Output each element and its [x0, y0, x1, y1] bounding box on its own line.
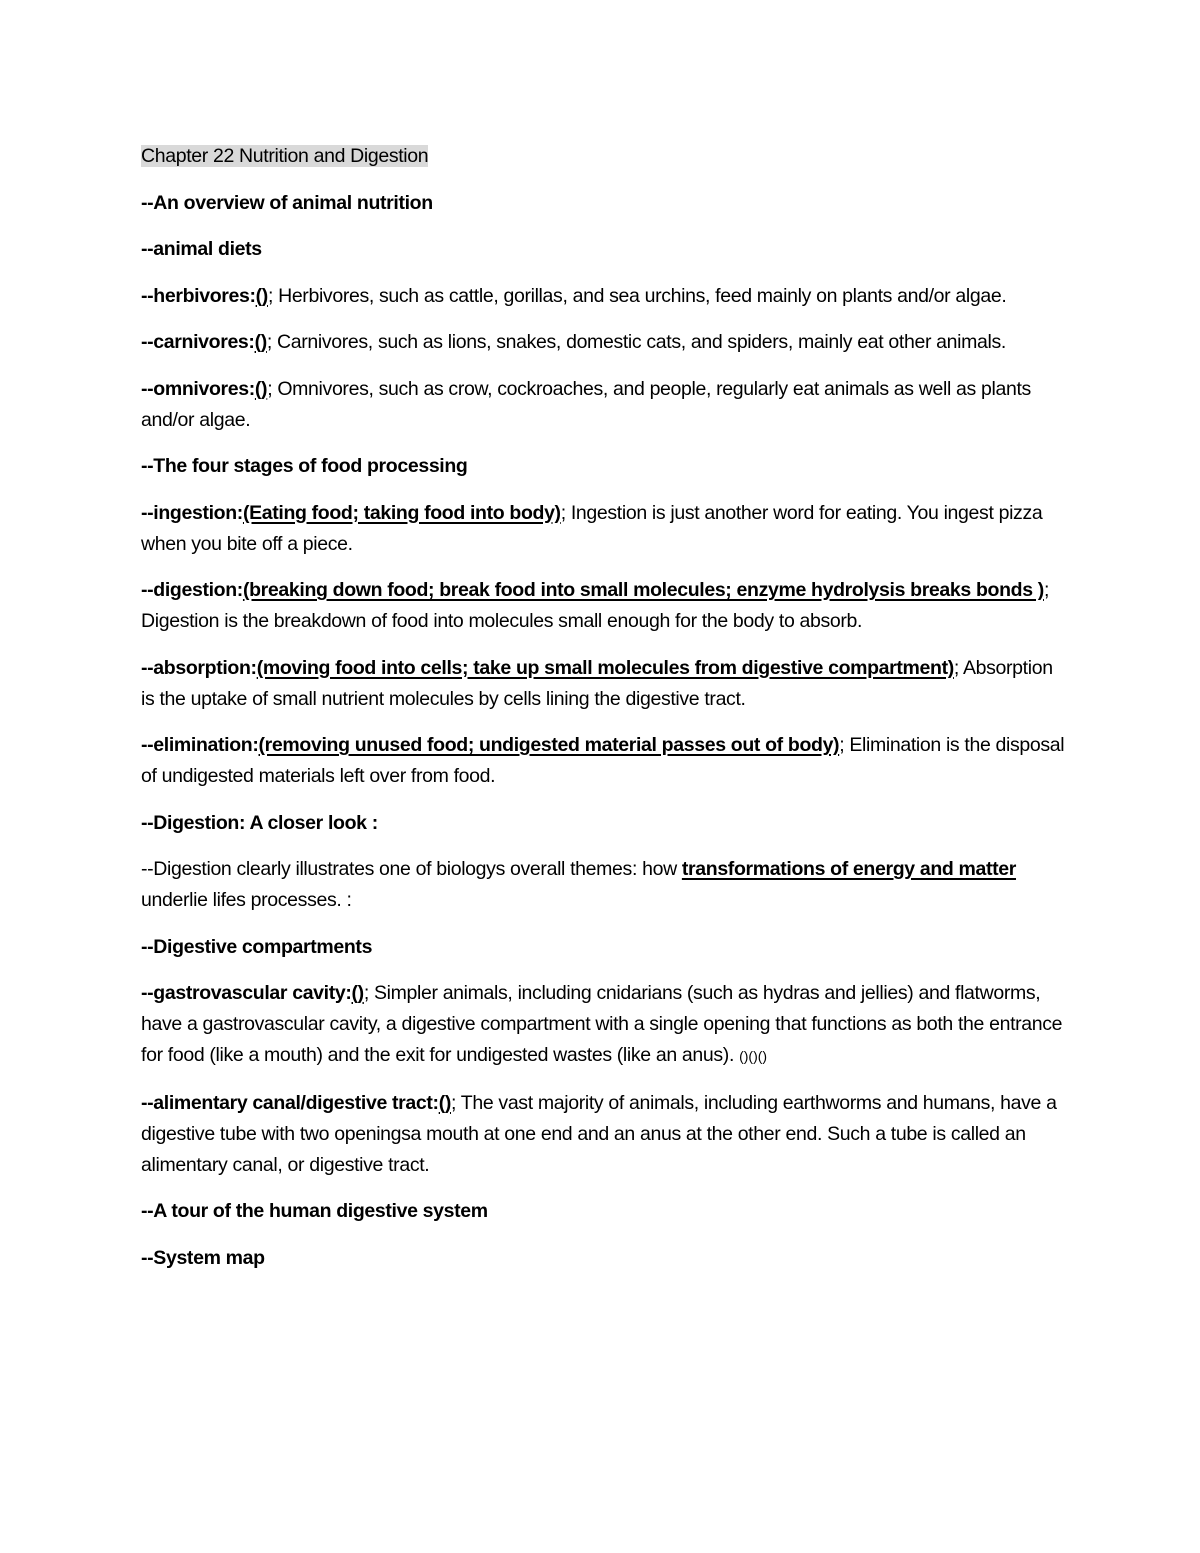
definition: Simpler animals, including cnidarians (such as hydras and jellies) and flatworms, have a gastrovascular cavity, a digestive compartment with a single opening that functions as both the entrance for food (like a mouth) and the exit for undigested wastes (like an anus).	[141, 982, 1063, 1066]
closer-pre: --Digestion clearly illustrates one of biologys overall themes: how	[141, 858, 682, 880]
term: --alimentary canal/digestive tract:	[141, 1091, 439, 1114]
entry-ingestion	[141, 498, 1066, 560]
closer-post: underlie lifes processes. :	[141, 889, 352, 911]
separator: ;	[953, 656, 959, 679]
document-page	[141, 141, 1066, 1289]
answer-blank: ()	[255, 284, 268, 307]
answer: (Eating food; taking food into body)	[242, 501, 561, 524]
definition: Herbivores, such as cattle, gorillas, and sea urchins, feed mainly on plants and/or algae.	[273, 284, 1007, 307]
entry-gastrovascular-cavity	[141, 978, 1066, 1072]
entry-alimentary-canal	[141, 1088, 1066, 1181]
entry-elimination	[141, 730, 1066, 792]
term: --herbivores:	[141, 284, 256, 307]
separator: ;	[267, 284, 274, 307]
separator: ;	[267, 377, 273, 400]
term: --gastrovascular cavity:	[141, 982, 352, 1004]
entry-closer-look	[141, 854, 1066, 916]
separator: ;	[839, 734, 845, 756]
term: --absorption:	[141, 656, 257, 679]
entry-absorption	[141, 653, 1066, 715]
heading-system-map: --System map	[141, 1246, 265, 1269]
answer-blank: ()	[254, 377, 268, 400]
heading-four-stages: --The four stages of food processing	[141, 455, 468, 477]
separator: ;	[363, 982, 369, 1004]
entry-herbivores	[141, 281, 1066, 312]
entry-carnivores	[141, 327, 1066, 358]
answer: (moving food into cells; take up small molecules from digestive compartment)	[256, 656, 954, 679]
chapter-title-text: Chapter 22 Nutrition and Digestion	[141, 145, 429, 167]
definition: Ingestion is just another word for eating. You ingest pizza when you bite off a piece.	[141, 501, 1043, 555]
chapter-title	[141, 141, 1066, 172]
heading-digestive-compartments: --Digestive compartments	[141, 935, 373, 958]
answer-blank: ()	[438, 1091, 451, 1114]
separator: ;	[451, 1091, 457, 1114]
definition: Omnivores, such as crow, cockroaches, and people, regularly eat animals as well as plants and/or algae.	[141, 377, 1031, 431]
heading-animal-diets: --animal diets	[141, 238, 262, 260]
definition: The vast majority of animals, including earthworms and humans, have a digestive tube with two openingsa mouth at one end and an anus at the other end. Such a tube is called an alimentary canal, or digestive tract.	[141, 1091, 1057, 1176]
term: --ingestion:	[141, 501, 243, 524]
term: --elimination:	[141, 734, 259, 756]
heading-overview: --An overview of animal nutrition	[141, 191, 433, 214]
definition: Elimination is the disposal of undigested materials left over from food.	[141, 734, 1065, 787]
entry-digestion	[141, 575, 1066, 637]
trailing-blanks: ()()()	[739, 1048, 768, 1064]
term: --digestion:	[141, 579, 243, 601]
closer-underlined: transformations of energy and matter	[681, 858, 1017, 880]
definition: Absorption is the uptake of small nutrient molecules by cells lining the digestive tract.	[141, 656, 1053, 710]
separator: ;	[560, 501, 566, 524]
separator: ;	[1043, 579, 1050, 601]
term: --carnivores:	[141, 331, 255, 353]
definition: Digestion is the breakdown of food into molecules small enough for the body to absorb.	[141, 610, 863, 632]
answer-blank: ()	[254, 331, 267, 353]
heading-closer-look: --Digestion: A closer look :	[141, 811, 378, 834]
entry-omnivores	[141, 374, 1066, 436]
answer: (removing unused food; undigested material passes out of body)	[258, 734, 840, 756]
definition: Carnivores, such as lions, snakes, domestic cats, and spiders, mainly eat other animals.	[271, 331, 1006, 353]
heading-tour: --A tour of the human digestive system	[141, 1200, 488, 1222]
separator: ;	[266, 331, 272, 353]
answer: (breaking down food; break food into small molecules; enzyme hydrolysis breaks bonds )	[242, 579, 1044, 601]
term: --omnivores:	[141, 377, 255, 400]
answer-blank: ()	[351, 982, 364, 1004]
